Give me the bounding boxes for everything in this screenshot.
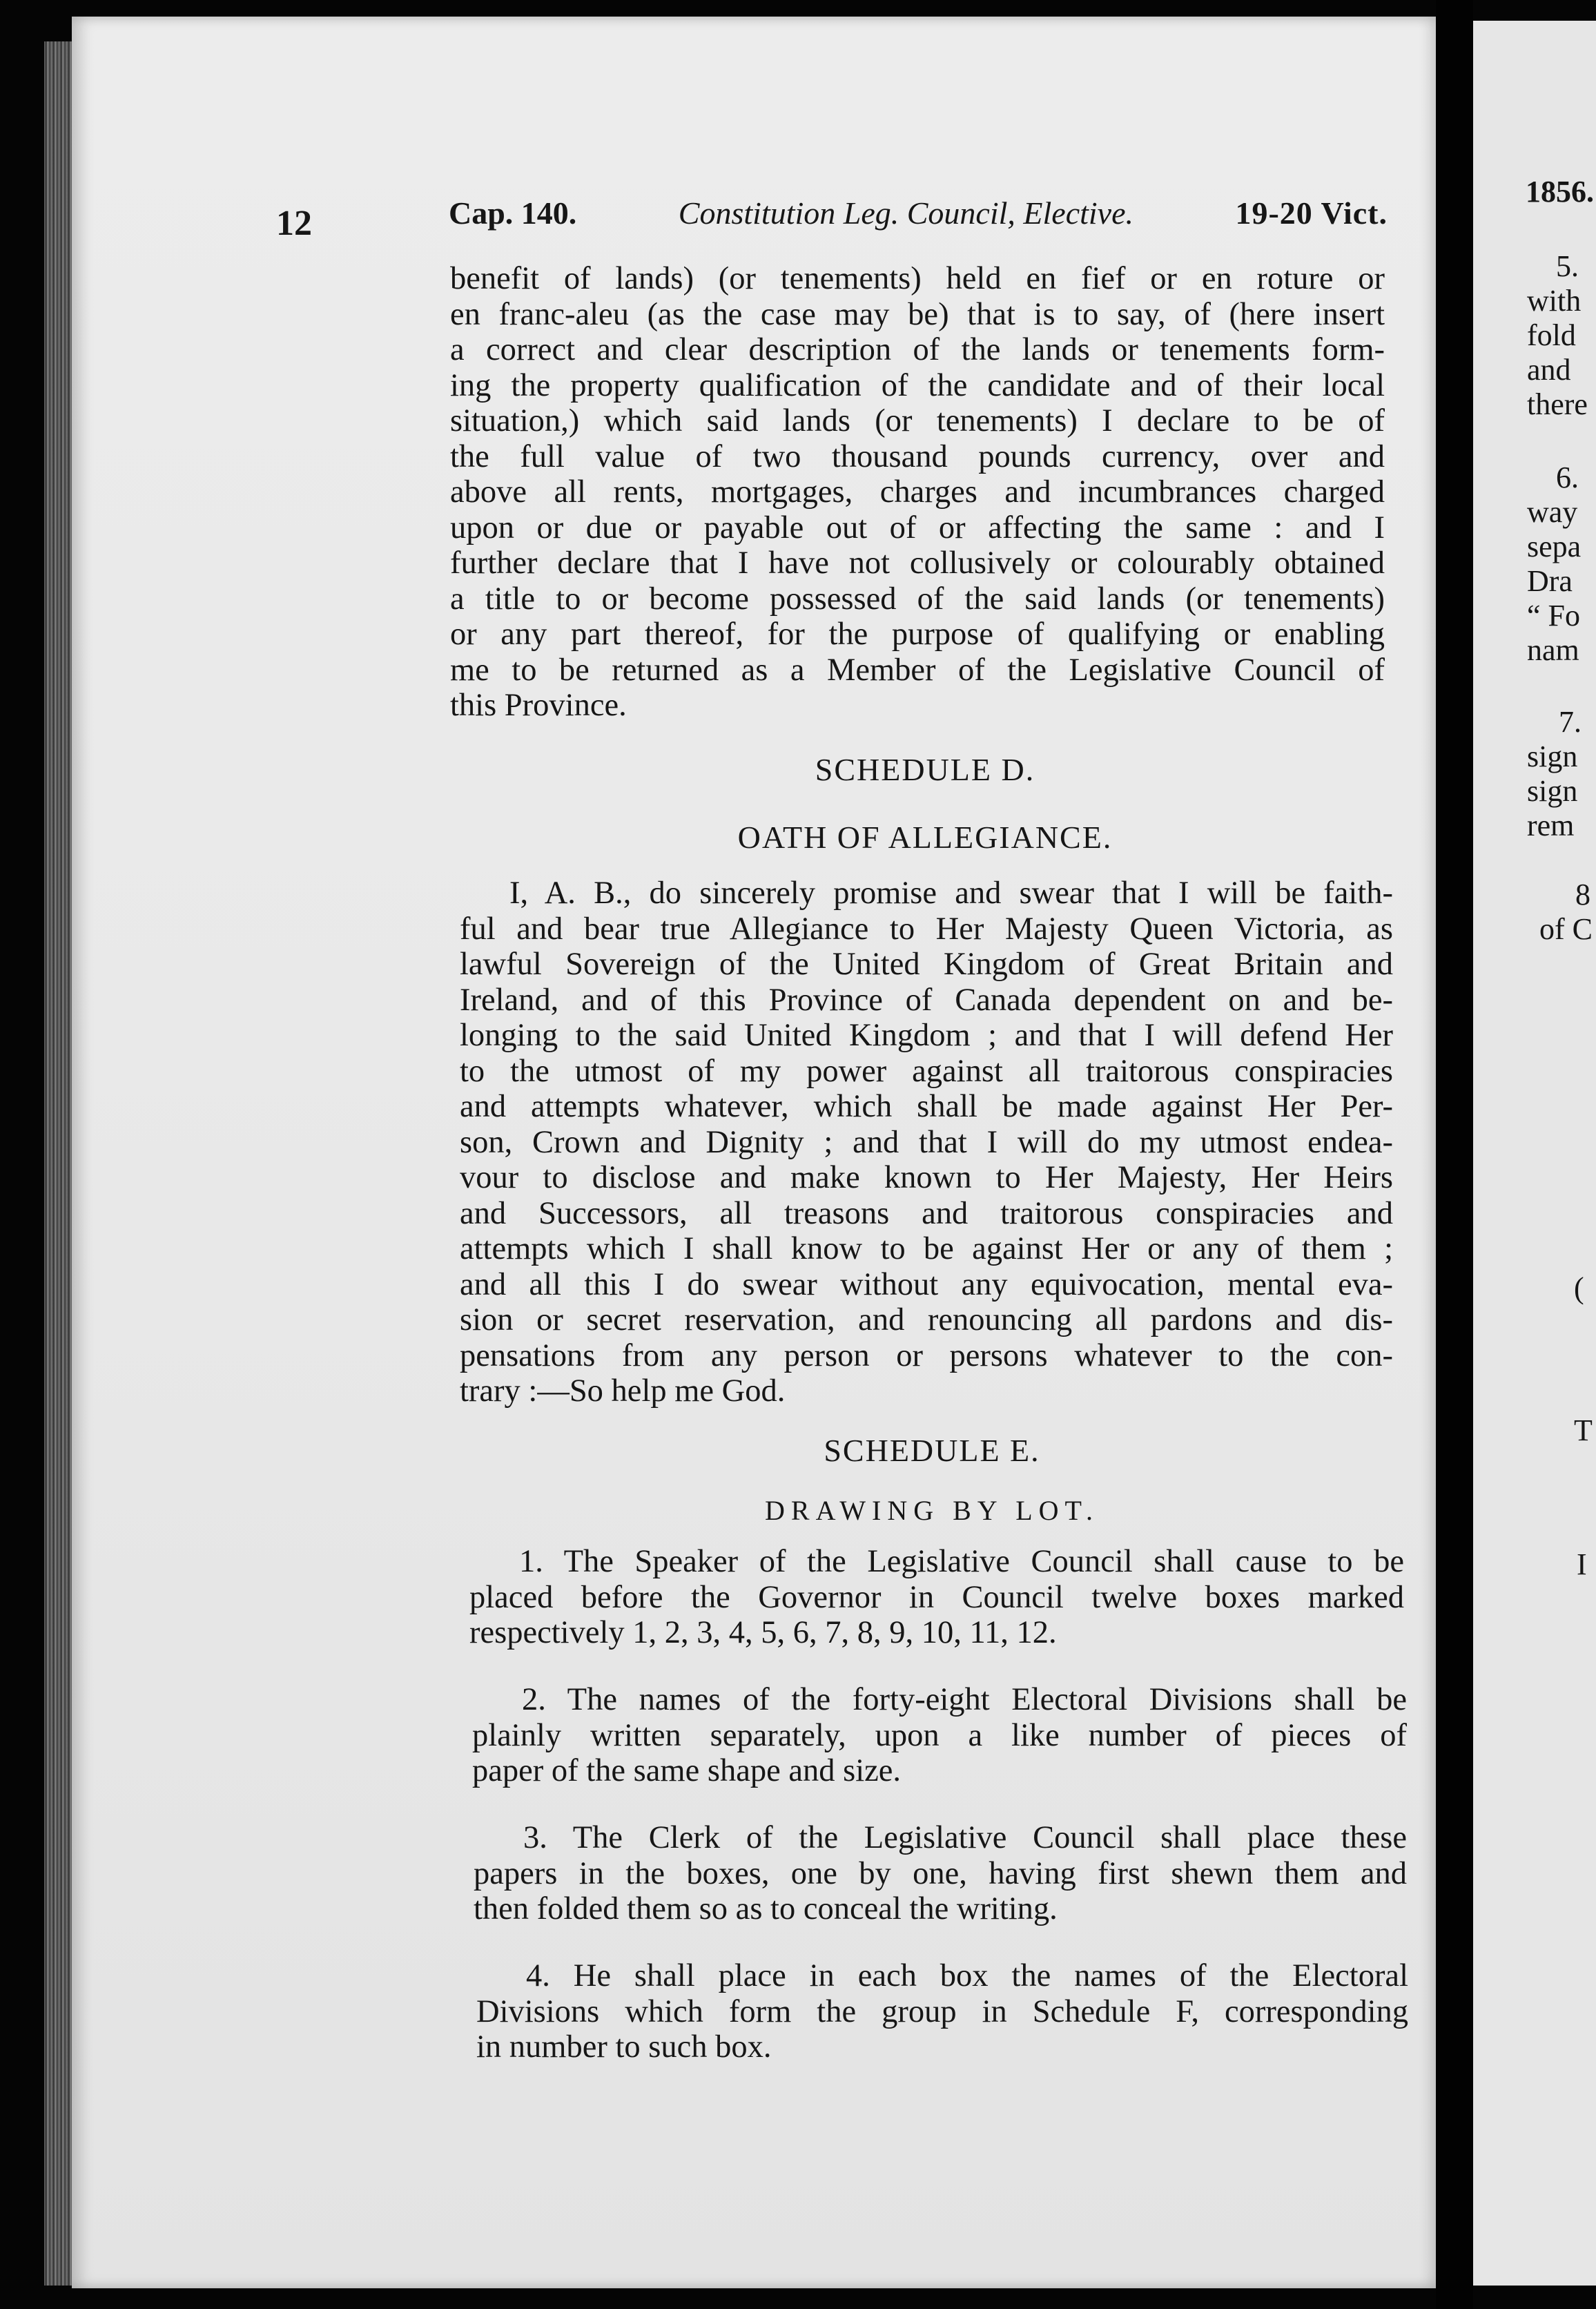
next-page-text: sign — [1527, 740, 1578, 773]
text-line: benefit of lands) (or tenements) held en fief or en roture or — [450, 261, 1385, 296]
text-line: pensations from any person or persons whatever to the con- — [460, 1337, 1393, 1373]
text-line: paper of the same shape and size. — [472, 1753, 902, 1788]
next-page-text: 7. — [1559, 705, 1582, 739]
next-page-text: fold — [1527, 318, 1576, 352]
page-number: 12 — [276, 204, 312, 243]
next-page-text: 6. — [1556, 461, 1579, 494]
text-line: then folded them so as to conceal the writing. — [474, 1891, 1058, 1926]
text-line: respectively 1, 2, 3, 4, 5, 6, 7, 8, 9, 10, 11, 12. — [469, 1615, 1057, 1650]
text-line: ful and bear true Allegiance to Her Majesty Queen Victoria, as — [460, 911, 1393, 947]
text-line: and attempts whatever, which shall be made against Her Per- — [460, 1089, 1393, 1124]
text-line: Divisions which form the group in Schedule F, corresponding — [476, 1993, 1408, 2029]
act-title: Constitution Leg. Council, Elective. — [678, 195, 1134, 231]
next-page-text: Dra — [1527, 564, 1573, 598]
text-line: upon or due or payable out of or affecting the same : and I — [450, 510, 1385, 545]
text-line: further declare that I have not collusively or colourably obtained — [450, 545, 1385, 581]
chapter-label: Cap. 140. — [449, 195, 577, 231]
next-page-text: rem — [1527, 809, 1575, 842]
text-line: a correct and clear description of the lands or tenements form- — [450, 332, 1385, 367]
text-line: ing the property qualification of the candidate and of their local — [450, 367, 1385, 403]
continuation-paragraph — [450, 261, 1385, 724]
text-line: trary :—So help me God. — [460, 1373, 786, 1409]
next-page-text: with — [1527, 284, 1582, 318]
schedule-d-heading: SCHEDULE D. — [815, 752, 1035, 787]
text-line: placed before the Governor in Council twelve boxes marked — [469, 1579, 1404, 1615]
schedule-e-subheading: DRAWING BY LOT. — [765, 1495, 1099, 1526]
schedule-e-item-3 — [474, 1820, 1407, 1927]
text-line: or any part thereof, for the purpose of qualifying or enabling — [450, 617, 1385, 652]
text-line: 3. The Clerk of the Legislative Council shall place these — [523, 1820, 1407, 1855]
text-line: me to be returned as a Member of the Legislative Council of — [450, 652, 1385, 688]
text-line: this Province. — [450, 688, 627, 723]
oath-paragraph — [460, 876, 1393, 1409]
text-line: and Successors, all treasons and traitorous conspiracies and — [460, 1195, 1393, 1231]
next-page-text: and — [1527, 353, 1571, 387]
text-line: lawful Sovereign of the United Kingdom of Great Britain and — [460, 947, 1393, 982]
text-line: vour to disclose and make known to Her Majesty, Her Heirs — [460, 1160, 1393, 1195]
text-line: I, A. B., do sincerely promise and swear that I will be faith- — [509, 876, 1393, 911]
text-line: a title to or become possessed of the said lands (or tenements) — [450, 581, 1385, 617]
schedule-e-heading: SCHEDULE E. — [824, 1433, 1040, 1468]
next-page-text: nam — [1527, 633, 1579, 667]
text-line: son, Crown and Dignity ; and that I will do my utmost endea- — [460, 1124, 1393, 1160]
text-line: 4. He shall place in each box the names of the Electoral — [526, 1958, 1408, 1993]
text-line: to the utmost of my power against all traitorous conspiracies — [460, 1053, 1393, 1089]
next-page-text: ( — [1574, 1271, 1584, 1305]
text-line: 1. The Speaker of the Legislative Council shall cause to be — [519, 1544, 1404, 1579]
text-line: en franc-aleu (as the case may be) that is to say, of (here insert — [450, 296, 1385, 332]
page-gutter — [1436, 0, 1473, 2309]
text-line: 2. The names of the forty-eight Electoral Divisions shall be — [522, 1682, 1407, 1717]
schedule-e-item-4 — [476, 1958, 1408, 2065]
text-line: situation,) which said lands (or tenements) I declare to be of — [450, 403, 1385, 438]
text-line: papers in the boxes, one by one, having first shewn them and — [474, 1855, 1407, 1891]
next-page-text: of C — [1539, 912, 1593, 946]
text-line: and all this I do swear without any equivocation, mental eva- — [460, 1266, 1393, 1302]
text-line: in number to such box. — [476, 2029, 772, 2065]
next-page-text: I — [1577, 1547, 1587, 1581]
next-page-text: there — [1527, 387, 1588, 421]
next-page-fragment — [1473, 21, 1596, 2286]
next-page-text: way — [1527, 495, 1578, 529]
next-page-text: sign — [1527, 774, 1578, 808]
text-line: Ireland, and of this Province of Canada dependent on and be- — [460, 982, 1393, 1018]
schedule-d-subheading: OATH OF ALLEGIANCE. — [737, 820, 1113, 855]
next-page-text: 8 — [1575, 878, 1590, 911]
next-page-year: 1856. — [1526, 175, 1594, 209]
regnal-year: 19-20 Vict. — [1235, 195, 1388, 231]
text-line: sion or secret reservation, and renouncing all pardons and dis- — [460, 1302, 1393, 1337]
text-line: above all rents, mortgages, charges and incumbrances charged — [450, 474, 1385, 510]
next-page-text: sepa — [1527, 530, 1582, 563]
text-line: attempts which I shall know to be against Her or any of them ; — [460, 1231, 1393, 1266]
schedule-e-item-2 — [472, 1682, 1407, 1789]
next-page-text: T — [1574, 1413, 1593, 1447]
next-page-text: “ Fo — [1527, 599, 1580, 632]
next-page-text: 5. — [1556, 249, 1579, 283]
running-head — [449, 195, 1388, 236]
text-line: the full value of two thousand pounds currency, over and — [450, 438, 1385, 474]
text-line: longing to the said United Kingdom ; and that I will defend Her — [460, 1018, 1393, 1053]
text-line: plainly written separately, upon a like number of pieces of — [472, 1717, 1407, 1753]
schedule-e-item-1 — [469, 1544, 1404, 1651]
